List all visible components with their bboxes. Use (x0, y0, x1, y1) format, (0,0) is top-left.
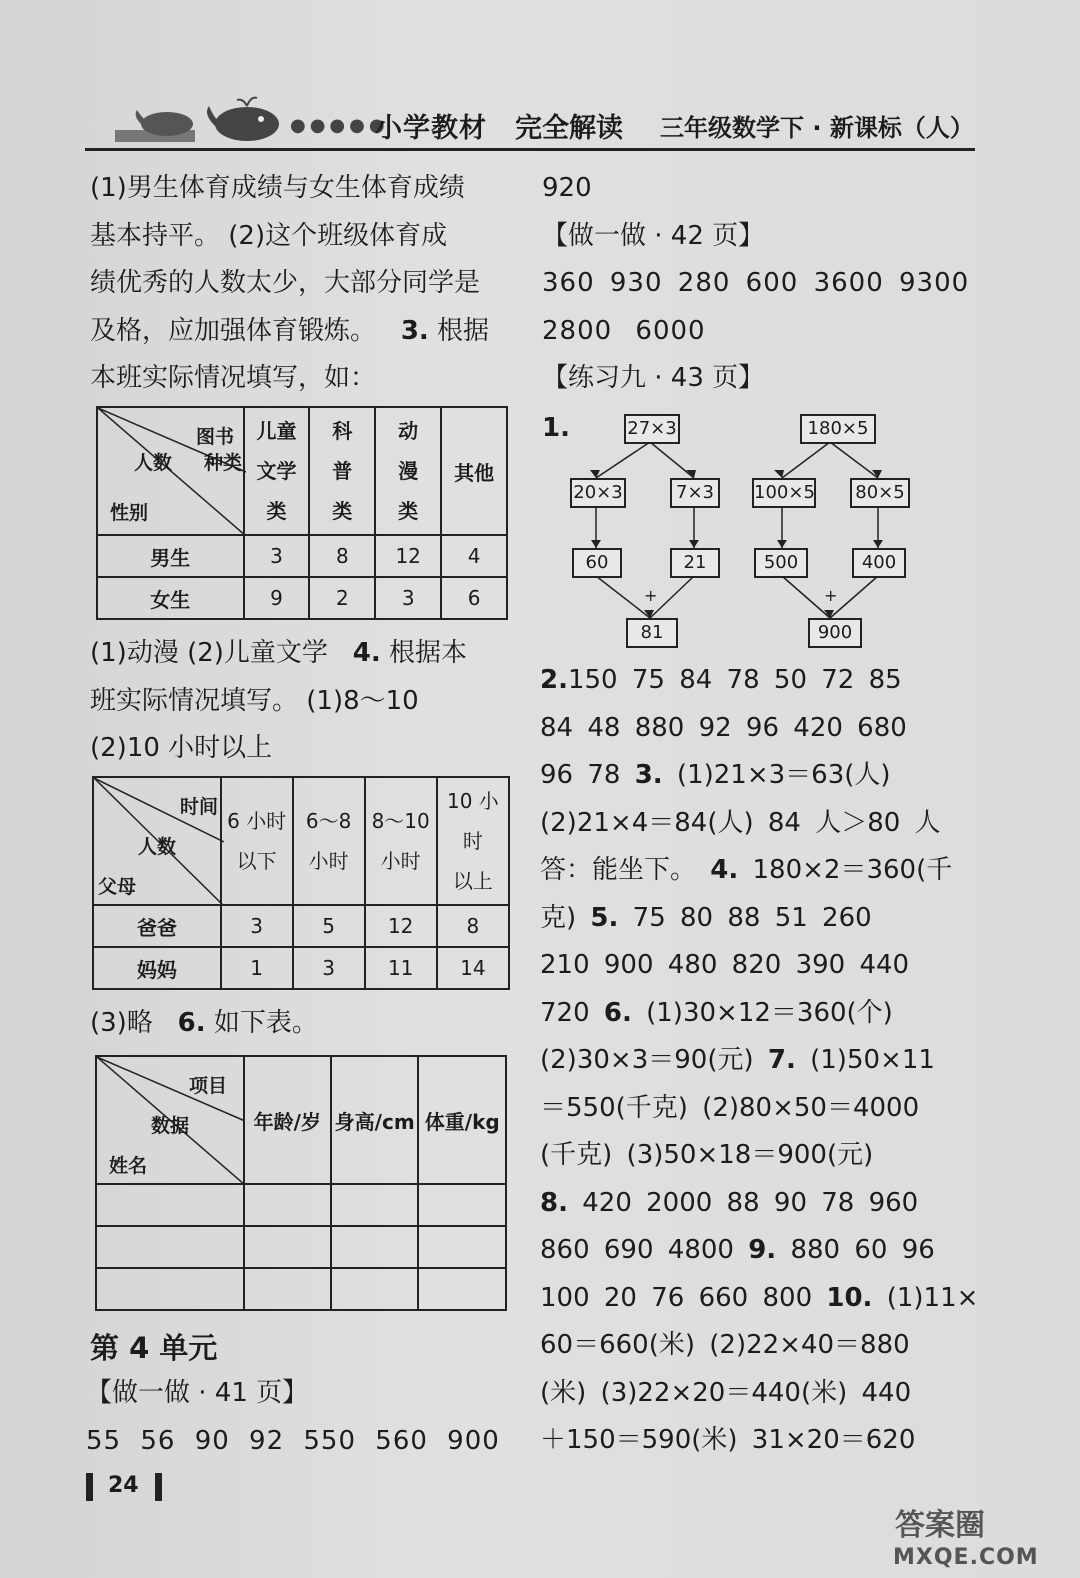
col-header: 10 小时 以上 (437, 777, 509, 905)
answer-line: (千克) (3)50×18＝900(元) (540, 1140, 874, 1170)
left-column-bottom (86, 1370, 500, 1465)
flow-box: 21 (670, 548, 720, 578)
col-header: 动 漫 类 (375, 407, 441, 535)
table-row: 男生 3 8 12 4 (97, 535, 507, 577)
answer-line: 答：能坐下。 4. 180×2＝360(千 (540, 855, 953, 885)
answer-line: (米) (3)22×20＝440(米) 440 (540, 1377, 912, 1408)
text-line: (1)男生体育成绩与女生体育成绩 (90, 173, 465, 203)
header-dots: ●●●●● (290, 115, 389, 136)
right-column-answers (540, 657, 978, 1465)
flow-box: 60 (572, 548, 622, 578)
left-column-top (90, 165, 489, 403)
section-heading: 【做一做 · 42 页】 (542, 220, 765, 251)
answer-line: 8. 420 2000 88 90 78 960 (540, 1187, 919, 1218)
table-row: 爸爸 3 5 12 8 (93, 905, 509, 947)
answer-line: (2)21×4＝84(人) 84 人＞80 人 (540, 807, 941, 838)
text-line: (3)略 6. 如下表。 (90, 1008, 318, 1038)
question-number: 1. (542, 413, 570, 443)
page-number-bar-left (86, 1473, 93, 1501)
diagonal-header-cell: 时间 人数 父母 (93, 777, 221, 905)
answer-line: 720 6. (1)30×12＝360(个) (540, 997, 893, 1028)
table-row: 女生 9 2 3 6 (97, 577, 507, 619)
text-line: 基本持平。 (2)这个班级体育成 (90, 220, 448, 251)
answer-line: 2800 6000 (542, 315, 706, 346)
flow-box: 20×3 (570, 478, 626, 508)
col-header: 6 小时 以下 (221, 777, 293, 905)
answer-line: 920 (542, 173, 592, 203)
flow-box: 81 (626, 618, 678, 648)
plus-sign: + (644, 586, 658, 605)
answer-line: 210 900 480 820 390 440 (540, 950, 910, 980)
col-header: 体重/kg (418, 1056, 506, 1184)
answer-line: (2)30×3＝90(元) 7. (1)50×11 (540, 1045, 935, 1075)
answer-line: 360 930 280 600 3600 9300 (542, 268, 970, 298)
diagonal-header-cell: 项目 数据 姓名 (96, 1056, 244, 1184)
flow-box: 100×5 (752, 478, 816, 508)
col-header: 儿童 文学 类 (244, 407, 310, 535)
watermark-url: MXQE.COM (893, 1545, 1039, 1570)
right-column-top (542, 165, 969, 403)
book-subtitle: 三年级数学下 · 新课标（人） (660, 114, 974, 142)
flow-box: 900 (808, 618, 862, 648)
table-row (96, 1268, 506, 1310)
flow-box: 500 (754, 548, 808, 578)
col-header: 年龄/岁 (244, 1056, 331, 1184)
col-header: 科 普 类 (309, 407, 375, 535)
answer-line: ＝550(千克) (2)80×50＝4000 (540, 1092, 920, 1123)
col-header: 6～8 小时 (293, 777, 365, 905)
page-header (85, 88, 975, 154)
flow-box: 7×3 (670, 478, 720, 508)
diagonal-header-cell: 图书 种类 人数 性别 (97, 407, 244, 535)
header-rule (85, 148, 975, 151)
text-line: 班实际情况填写。 (1)8～10 (90, 685, 419, 716)
text-line: 及格，应加强体育锻炼。 3. 根据 (90, 315, 490, 346)
text-line: 本班实际情况填写，如： (90, 363, 377, 393)
table-row (96, 1184, 506, 1226)
flow-box: 27×3 (624, 414, 680, 444)
answer-line: 860 690 4800 9. 880 60 96 (540, 1235, 935, 1265)
brand-subtitle: 完全解读 (515, 113, 623, 144)
brand-title: 小学教材 (375, 113, 487, 144)
table-row: 妈妈 1 3 11 14 (93, 947, 509, 989)
flow-box: 80×5 (850, 478, 910, 508)
whale-logo-icon (115, 94, 285, 148)
text-line: (2)10 小时以上 (90, 733, 273, 763)
page-number-bar-right (155, 1473, 162, 1501)
col-header: 其他 (441, 407, 507, 535)
answer-line: 100 20 76 660 800 10. (1)11× (540, 1282, 979, 1313)
col-header: 身高/cm (331, 1056, 419, 1184)
answer-line: 96 78 3. (1)21×3＝63(人) (540, 760, 891, 790)
answer-line: 55 56 90 92 550 560 900 (86, 1425, 500, 1456)
section-heading: 【做一做 · 41 页】 (86, 1378, 309, 1408)
unit-title: 第 4 单元 (90, 1331, 218, 1365)
answer-line: 2.150 75 84 78 50 72 85 (540, 665, 902, 695)
watermark-text: 答案圈 (895, 1508, 985, 1543)
left-column-mid (90, 630, 467, 773)
left-column-mid2 (90, 1000, 318, 1048)
text-line: (1)动漫 (2)儿童文学 4. 根据本 (90, 638, 467, 668)
book-table (96, 406, 508, 620)
answer-line: 克) 5. 75 80 88 51 260 (540, 902, 872, 933)
text-line: 绩优秀的人数太少，大部分同学是 (90, 268, 481, 298)
blank-record-table (95, 1055, 507, 1311)
flow-box: 400 (852, 548, 906, 578)
page-number: 24 (108, 1473, 139, 1498)
plus-sign: + (824, 586, 838, 605)
section-heading: 【练习九 · 43 页】 (542, 363, 765, 393)
flow-box: 180×5 (800, 414, 876, 444)
col-header: 8～10 小时 (365, 777, 437, 905)
answer-line: ＋150＝590(米) 31×20＝620 (540, 1425, 916, 1455)
table-row (96, 1226, 506, 1268)
answer-line: 60＝660(米) (2)22×40＝880 (540, 1330, 910, 1360)
parent-time-table (92, 776, 510, 990)
answer-line: 84 48 880 92 96 420 680 (540, 712, 907, 743)
